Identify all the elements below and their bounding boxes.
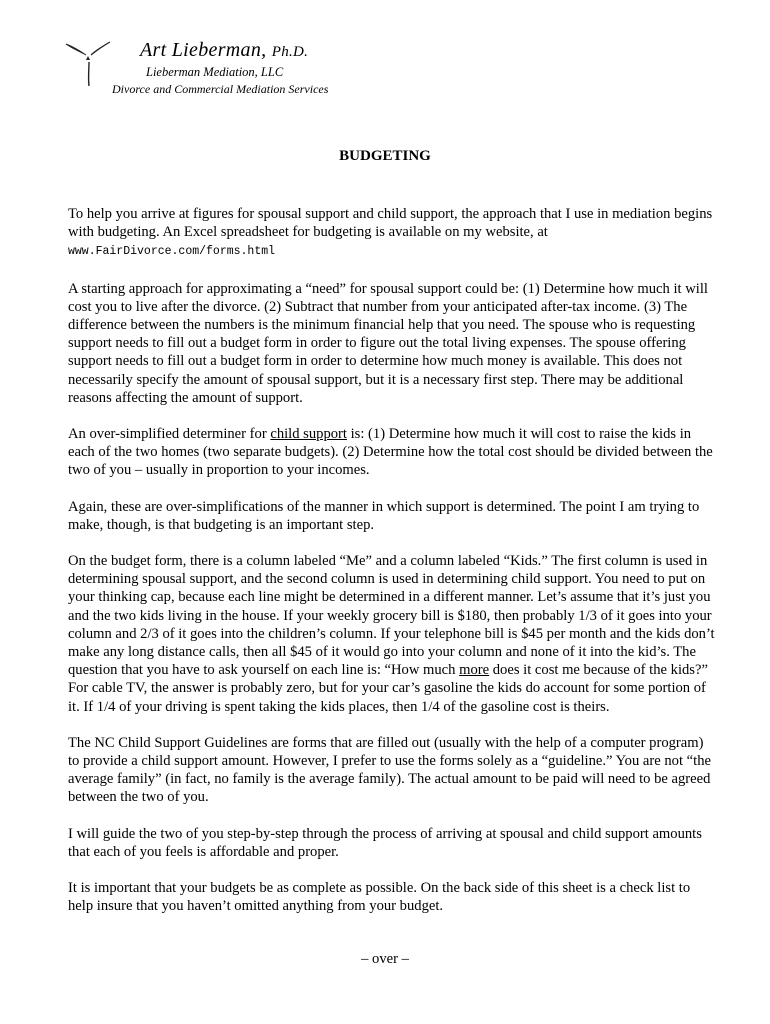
paragraph-child-support [68, 425, 718, 480]
firm-name: Lieberman Mediation, LLC [146, 65, 284, 79]
paragraph-completeness: It is important that your budgets be as complete as possible. On the back side of this sheet is a check list to help insure that you haven’t omitted anything from your budget. [68, 880, 691, 915]
page-title: BUDGETING [339, 148, 431, 164]
letterhead [62, 36, 422, 106]
firm-services: Divorce and Commercial Mediation Services [112, 82, 329, 96]
paragraph-guidance: I will guide the two of you step-by-step through the process of arriving at spousal and child support amounts that each of you feels is affordable and proper. [68, 825, 702, 860]
paragraph-text: An over-simplified determiner for [68, 426, 271, 443]
paragraph-text: does it cost me because of the kids?” For cable TV, the answer is probably zero, but for your car’s gasoline the kids do account for some portion of it. If 1/4 of your driving is spent taking the kids places, then 1/4 of the gasoline cost is theirs. [68, 662, 708, 715]
paragraph-guidelines: The NC Child Support Guidelines are forms that are filled out (usually with the help of a computer program) to provide a child support amount. However, I prefer to use the forms solely as a “guideline.” You are not “the average family” (in fact, no family is the average family). The actual amount to be paid will need to be agreed between the two of you. [68, 734, 711, 806]
paragraph-budget-form [68, 552, 718, 716]
author-credential: Ph.D. [271, 44, 309, 60]
paragraph-text: To help you arrive at figures for spousal support and child support, the approach that I use in mediation begins with budgeting. An Excel spreadsheet for budgeting is available on my website, at [68, 206, 713, 241]
paragraph-spousal-support: A starting approach for approximating a “need” for spousal support could be: (1) Determine how much it will cost you to live after the divorce. (2) Subtract that number from your anticipated after-tax income. (3) The difference between the numbers is the minimum financial help that you need. The spouse who is requesting support needs to fill out a budget form in order to figure out the total living expenses. The spouse offering support needs to fill out a budget form in order to determine how much money is available. This does not necessarily specify the amount of spousal support, but it is a necessary first step. There may be additional reasons affecting the amount of support. [68, 280, 708, 406]
author-name: Art Lieberman, [140, 39, 267, 61]
document-body [68, 205, 718, 934]
underlined-term: child support [270, 426, 347, 443]
stylized-bird-logo-icon [62, 38, 114, 90]
paragraph-oversimplification: Again, these are over-simplifications of the manner in which support is determined. The point I am trying to make, though, is that budgeting is an important step. [68, 498, 700, 533]
page-footer: – over – [361, 951, 409, 967]
paragraph-text: is: (1) Determine how much it will cost to raise the kids in each of the two homes (two separate budgets). (2) Determine how the total cost should be divided between the two of you – usually in proportion to your incomes. [68, 426, 713, 479]
paragraph-intro [68, 205, 718, 262]
underlined-term: more [459, 662, 490, 679]
paragraph-text: On the budget form, there is a column labeled “Me” and a column labeled “Kids.” The first column is used in determining spousal support, and the second column is used in determining child support. You need to put on your thinking cap, because each line might be determined in a different manner. Let’s assume that it’s just you and the two kids living in the house. If your weekly grocery bill is $180, then probably 1/3 of it goes into your column and 2/3 of it goes into the children’s column. If your telephone bill is $45 per month and the kids don’t make any long distance calls, then all $45 of it would go into your column and none of it into the kid’s. The question that you have to ask yourself on each line is: “How much [68, 553, 715, 679]
website-url: www.FairDivorce.com/forms.html [68, 245, 276, 259]
letterhead-name [140, 39, 308, 62]
